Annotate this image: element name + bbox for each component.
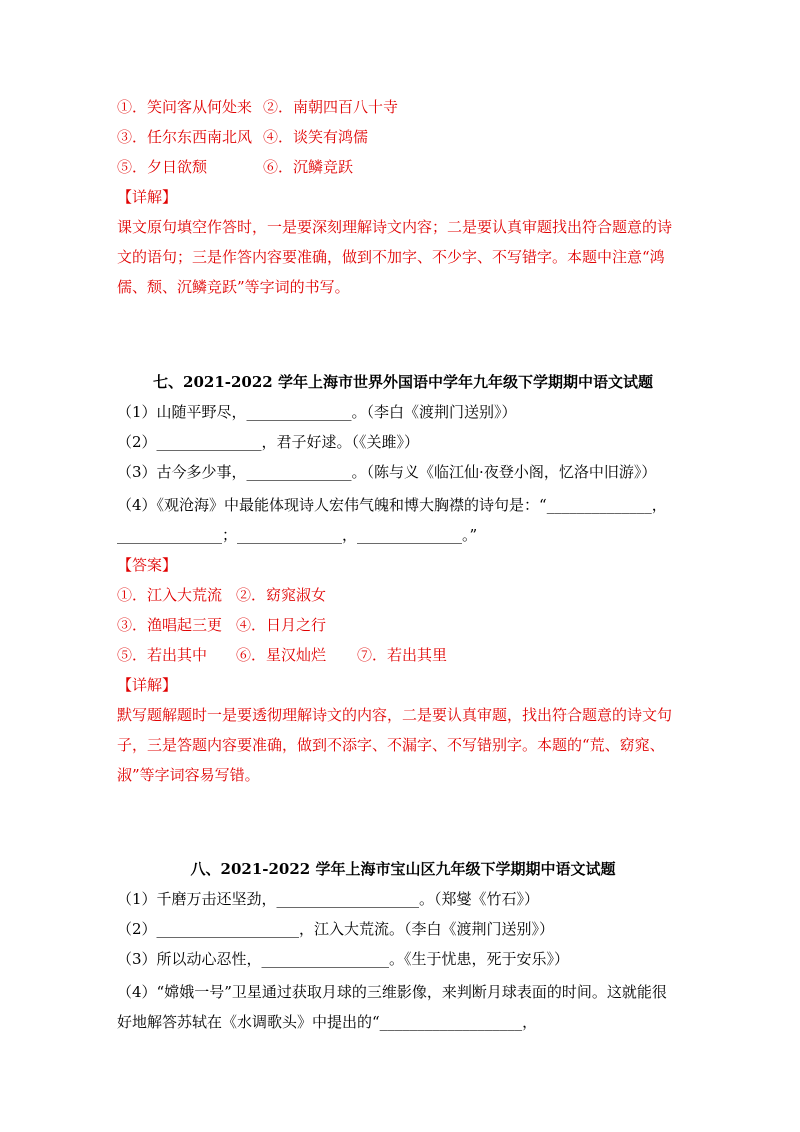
answer-2: ②．南朝四百八十寺 xyxy=(263,98,399,116)
detail-label: 【详解】 xyxy=(117,676,178,694)
section-title: 七、2021-2022 学年上海市世界外国语中学年九年级下学期期中语文试题 xyxy=(153,373,653,391)
answer-3: ③．渔唱起三更 xyxy=(117,616,223,634)
detail-label: 【详解】 xyxy=(117,188,178,206)
detail-paragraph xyxy=(117,700,697,790)
detail-line: 文的语句；三是作答内容要准确，做到不加字、不少字、不写错字。本题中注意“鸿 xyxy=(117,248,665,266)
answer-4: ④．日月之行 xyxy=(236,616,327,634)
question-line: （1）山随平野尽，______________。（李白《渡荆门送别》） xyxy=(117,403,517,421)
section-title: 八、2021-2022 学年上海市宝山区九年级下学期期中语文试题 xyxy=(190,860,616,878)
answer-3: ③．任尔东西南北风 xyxy=(117,128,253,146)
answer-label: 【答案】 xyxy=(117,556,178,574)
question-line: （1）千磨万击还坚劲，___________________。（郑燮《竹石》） xyxy=(117,890,540,908)
question-line: ______________；______________，______________。” xyxy=(117,526,478,544)
detail-paragraph xyxy=(117,212,697,302)
answer-4: ④．谈笑有鸿儒 xyxy=(263,128,369,146)
answer-5: ⑤．夕日欲颓 xyxy=(117,158,208,176)
question-line: （3）所以动心忍性，_________________。《生于忧患，死于安乐》） xyxy=(117,950,570,968)
detail-line: 子，三是答题内容要准确，做到不添字、不漏字、不写错别字。本题的“荒、窈窕、 xyxy=(117,736,665,754)
answer-6: ⑥．星汉灿烂 xyxy=(236,646,327,664)
question-line: （4）《观沧海》中最能体现诗人宏伟气魄和博大胸襟的诗句是：“______________， xyxy=(117,496,667,514)
answer-1: ①．江入大荒流 xyxy=(117,586,223,604)
question-line: （3）古今多少事，______________。（陈与义《临江仙·夜登小阁，忆洛中旧游》） xyxy=(117,463,657,481)
question-line: （2）___________________，江入大荒流。（李白《渡荆门送别》） xyxy=(117,920,555,938)
question-line: 好地解答苏轼在《水调歌头》中提出的“___________________， xyxy=(117,1013,538,1031)
detail-line: 儒、颓、沉鳞竞跃”等字词的书写。 xyxy=(117,278,350,296)
answer-7: ⑦．若出其里 xyxy=(357,646,448,664)
detail-line: 默写题解题时一是要透彻理解诗文的内容，二是要认真审题，找出符合题意的诗文句 xyxy=(117,706,673,724)
question-line: （2）______________，君子好逑。（《关雎》） xyxy=(117,433,420,451)
detail-line: 课文原句填空作答时，一是要深刻理解诗文内容；二是要认真审题找出符合题意的诗 xyxy=(117,218,673,236)
answer-1: ①．笑问客从何处来 xyxy=(117,98,253,116)
answer-2: ②．窈窕淑女 xyxy=(236,586,327,604)
detail-line: 淑”等字词容易写错。 xyxy=(117,766,260,784)
answer-5: ⑤．若出其中 xyxy=(117,646,208,664)
question-line: （4）“嫦娥一号”卫星通过获取月球的三维影像，来判断月球表面的时间。这就能很 xyxy=(117,983,667,1001)
answer-6: ⑥．沉鳞竞跃 xyxy=(263,158,354,176)
